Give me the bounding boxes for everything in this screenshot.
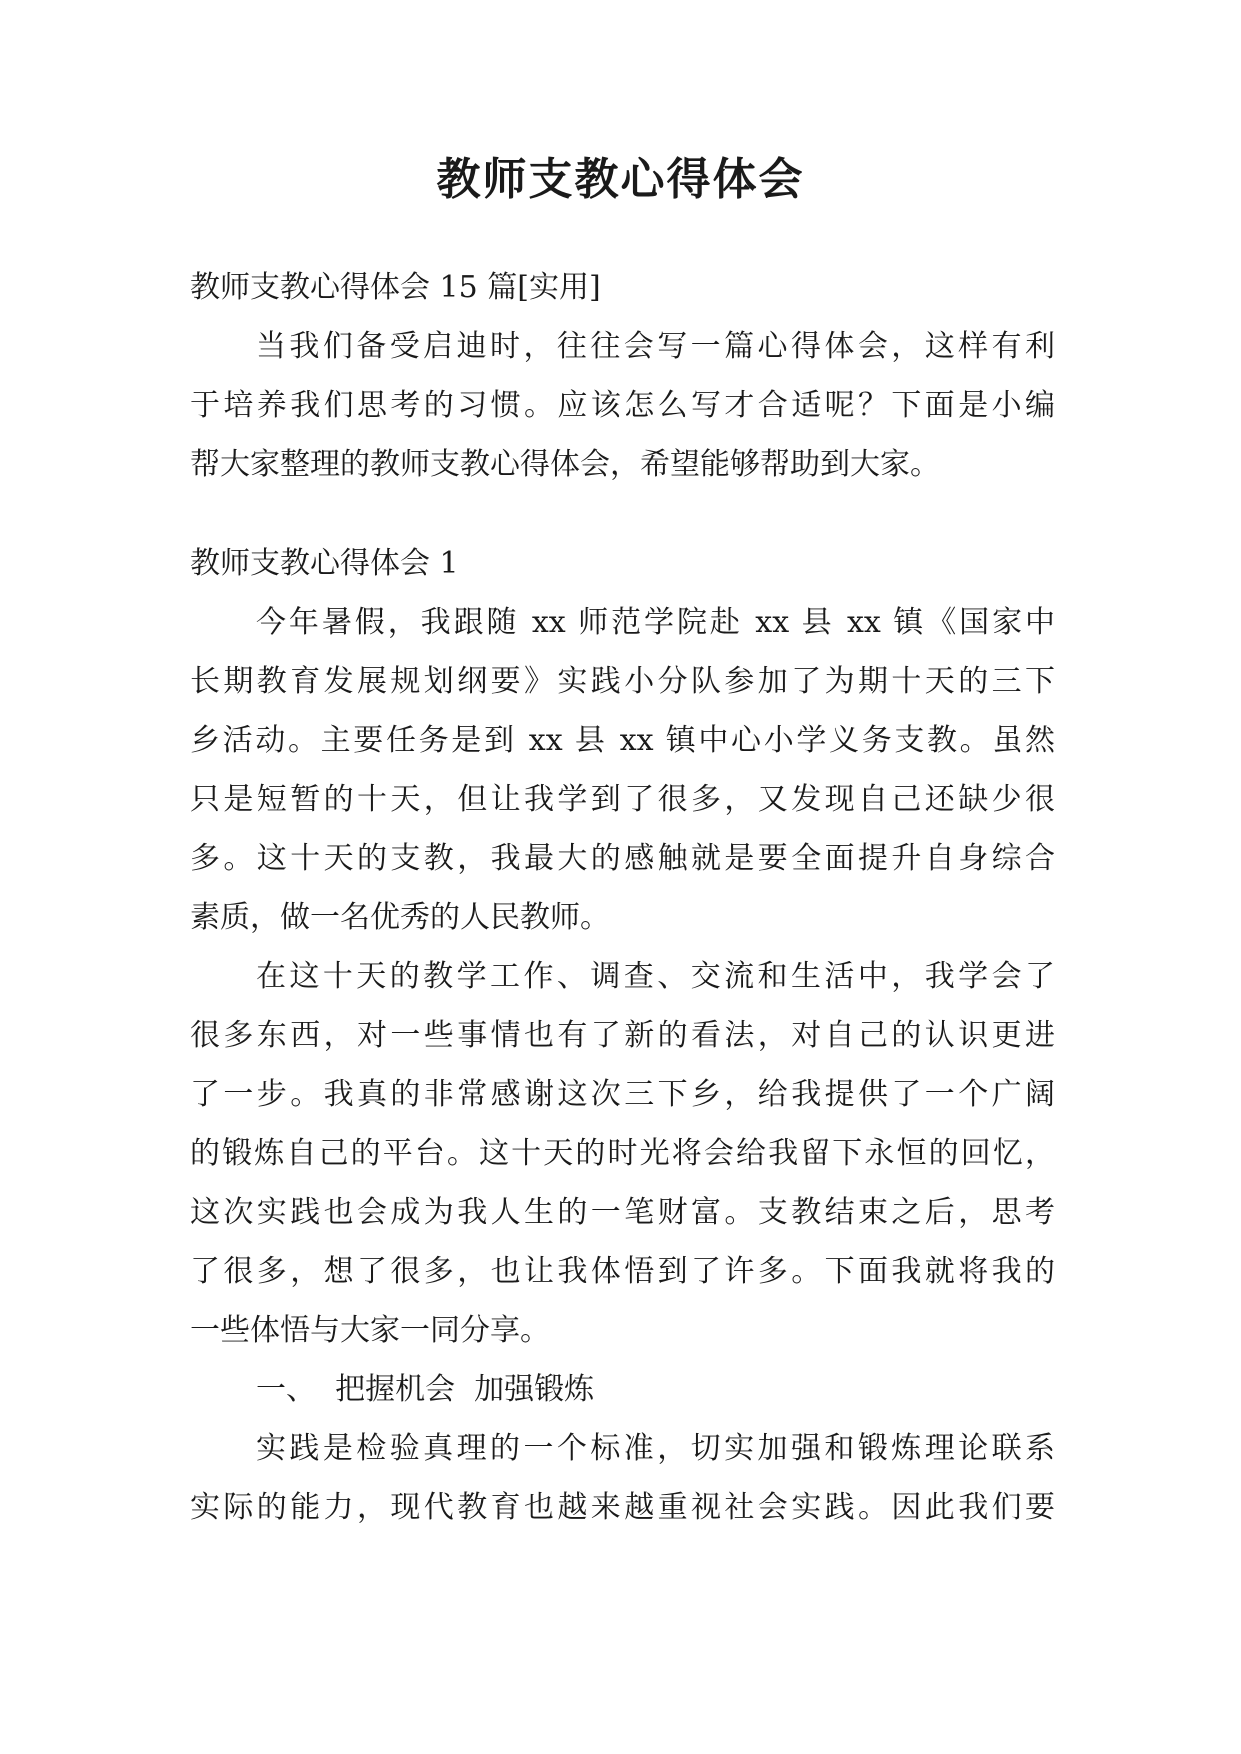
paragraph-line: 今年暑假，我跟随 xx 师范学院赴 xx 县 xx 镇《国家中 <box>256 605 1055 640</box>
paragraph-3 <box>190 1419 1055 1537</box>
document-title: 教师支教心得体会 <box>436 154 805 205</box>
paragraph-gap <box>190 494 1055 534</box>
intro-paragraph <box>190 317 1055 494</box>
paragraph-line: 多。这十天的支教，我最大的感触就是要全面提升自身综合 <box>190 841 1055 876</box>
paragraph-line: 素质，做一名优秀的人民教师。 <box>190 900 610 935</box>
paragraph-line: 当我们备受启迪时，往往会写一篇心得体会，这样有利 <box>256 329 1055 364</box>
paragraph-line: 实践是检验真理的一个标准，切实加强和锻炼理论联系 <box>256 1431 1055 1466</box>
paragraph-line: 了一步。我真的非常感谢这次三下乡，给我提供了一个广阔 <box>190 1077 1055 1112</box>
document-subtitle: 教师支教心得体会 15 篇[实用] <box>190 270 601 305</box>
paragraph-1 <box>190 593 1055 947</box>
paragraph-line: 了很多，想了很多，也让我体悟到了许多。下面我就将我的 <box>190 1254 1055 1289</box>
paragraph-line: 乡活动。主要任务是到 xx 县 xx 镇中心小学义务支教。虽然 <box>190 723 1055 758</box>
document-body <box>190 258 1055 1537</box>
paragraph-2 <box>190 947 1055 1360</box>
paragraph-line: 的锻炼自己的平台。这十天的时光将会给我留下永恒的回忆， <box>190 1136 1055 1171</box>
paragraph-line: 只是短暂的十天，但让我学到了很多，又发现自己还缺少很 <box>190 782 1055 817</box>
paragraph-line: 于培养我们思考的习惯。应该怎么写才合适呢？下面是小编 <box>190 388 1055 423</box>
sub-heading: 一、 把握机会 加强锻炼 <box>256 1372 595 1407</box>
paragraph-line: 在这十天的教学工作、调查、交流和生活中，我学会了 <box>256 959 1055 994</box>
paragraph-line: 实际的能力，现代教育也越来越重视社会实践。因此我们要 <box>190 1490 1055 1525</box>
section-heading: 教师支教心得体会 1 <box>190 546 459 581</box>
paragraph-line: 很多东西，对一些事情也有了新的看法，对自己的认识更进 <box>190 1018 1055 1053</box>
paragraph-line: 帮大家整理的教师支教心得体会，希望能够帮助到大家。 <box>190 447 940 482</box>
paragraph-line: 长期教育发展规划纲要》实践小分队参加了为期十天的三下 <box>190 664 1055 699</box>
paragraph-line: 这次实践也会成为我人生的一笔财富。支教结束之后，思考 <box>190 1195 1055 1230</box>
paragraph-line: 一些体悟与大家一同分享。 <box>190 1313 550 1348</box>
